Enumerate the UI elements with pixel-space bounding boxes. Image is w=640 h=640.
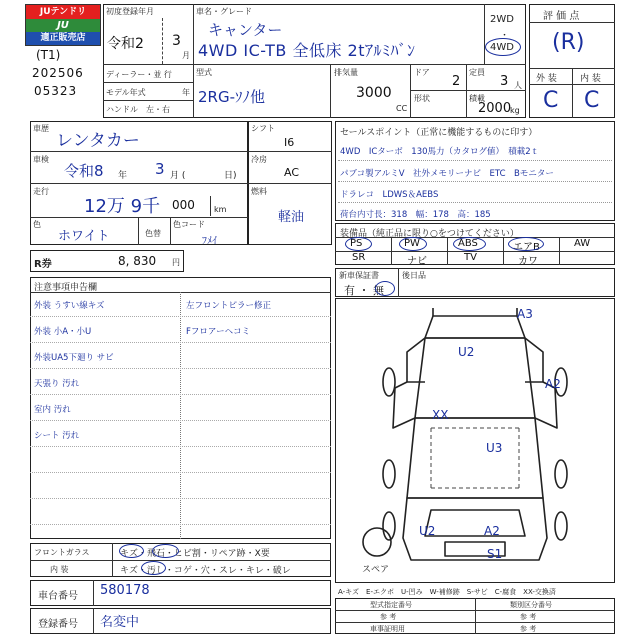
inspection-year-unit: 年 (118, 171, 128, 181)
logo-ju: JU (26, 19, 100, 32)
history-label: 車歴 (33, 124, 49, 133)
equip-tv: TV (464, 252, 477, 263)
note-left: 室内 汚れ (34, 405, 71, 415)
model-year-label: モデル年式 (106, 88, 146, 97)
car-name: キャンター (208, 21, 283, 39)
reg-no: 名変中 (100, 615, 140, 630)
car-grade: 4WD IC-TB 全低床 2tｱﾙﾐﾊﾞﾝ (198, 41, 416, 60)
capacity-label: 定員 (469, 68, 485, 77)
mark-u2-cab: U2 (419, 524, 436, 538)
sales-point-line: パブコ製アルミV 社外メモリーナビ ETC Bモニター (340, 169, 554, 179)
interior-cond-label: 内 装 (50, 565, 69, 574)
chassis-label: 車台番号 (38, 591, 78, 602)
legend: A-キズ E-エクボ U-凹み W-補修跡 S-サビ C-腐食 XX-交換済 (338, 588, 556, 596)
load-label: 積載 (469, 94, 485, 103)
car-name-label: 車名・グレード (196, 7, 252, 16)
spare-label: スペア (362, 565, 390, 575)
note-left: 外装 うすい線キズ (34, 301, 105, 311)
mark-xx: XX (432, 408, 449, 422)
capacity-unit: 人 (514, 81, 522, 90)
mileage: 12万 9千 (84, 196, 161, 217)
load-unit: kg (510, 106, 520, 115)
form-label: 型式指定番号 (370, 601, 412, 609)
inspection-day-unit: 日) (224, 171, 237, 181)
equip-navi: ナビ (407, 256, 427, 267)
first-reg-era: 令和2 (107, 36, 144, 52)
circle-abs (453, 237, 486, 251)
year-unit: 年 (182, 88, 190, 97)
note-left: 天張り 汚れ (34, 379, 80, 389)
car-type: 2RG-ｿﾉ他 (198, 88, 266, 106)
dealer-label: ディーラー・並 行 (106, 70, 172, 79)
circle-ps (345, 237, 372, 251)
ref-2: 車事証明用 (370, 625, 405, 633)
exterior-label: 外 装 (536, 74, 557, 84)
doors-label: ドア (414, 68, 430, 77)
grade-score: (R) (552, 30, 585, 55)
chassis-number: 580178 (100, 583, 150, 598)
car-history: レンタカー (56, 131, 140, 151)
mileage-label: 走行 (33, 187, 49, 196)
circle-pw (399, 237, 427, 251)
note-left: 外装UA5下廻り サビ (34, 353, 114, 363)
doors: 2 (452, 74, 461, 89)
exterior-grade: C (543, 88, 559, 113)
mark-a3: A3 (517, 307, 533, 321)
circle-scratch (119, 544, 144, 558)
recycle-box (30, 250, 184, 272)
note-right: Fフロアーヘコミ (186, 327, 251, 337)
interior-grade: C (584, 88, 600, 113)
truck-diagram (335, 298, 615, 583)
inspection-label: 車検 (33, 155, 49, 164)
recycle-value: 8, 830 (118, 254, 157, 268)
drive-4wd-circle (485, 38, 521, 56)
note-left: シート 汚れ (34, 431, 80, 441)
note-right: 左フロントピラー修正 (186, 301, 272, 311)
circle-none (375, 281, 395, 296)
displacement-label: 排気量 (334, 68, 358, 77)
cat-label: 類別区分番号 (510, 601, 552, 609)
equip-ps: PS (350, 238, 363, 249)
shift: I6 (284, 136, 295, 149)
equip-sr: SR (352, 252, 366, 263)
mark-u3: U3 (486, 441, 503, 455)
displacement: 3000 (356, 85, 392, 101)
equip-pw: PW (404, 238, 420, 249)
color-label: 色 (33, 220, 41, 229)
circle-dirt (141, 561, 166, 575)
logo-sub: 適正販売店 (26, 32, 100, 45)
color-code-label: 色コード (173, 220, 205, 229)
grade-label: 評 価 点 (543, 11, 580, 22)
capacity: 3 (500, 74, 509, 89)
logo-top: JUテンドリ (26, 5, 100, 19)
front-glass-label: フロントガラス (34, 548, 90, 557)
ref-4: 参 考 (520, 625, 537, 633)
shift-label: シフト (251, 124, 275, 133)
recycle-unit: 円 (172, 258, 180, 267)
sales-point-line: ドラレコ LDWS＆AEBS (340, 190, 439, 200)
interior-cond-value: キズ・汚し・コゲ・穴・スレ・キレ・破レ (120, 566, 291, 576)
color-change-label: 色替 (145, 229, 161, 238)
inspection-month-unit: 月 ( (170, 171, 186, 181)
drive-4wd: 4WD (490, 42, 514, 53)
ac: AC (284, 166, 300, 179)
color-code: ﾌﾒｲ (202, 236, 217, 247)
ac-label: 冷房 (251, 155, 267, 164)
auction-date: 202506 (32, 66, 84, 80)
sales-points-title: セールスポイント（正常に機能するものに印す） (340, 128, 538, 138)
mark-s1: S1 (487, 547, 503, 561)
ref-1: 参 考 (380, 613, 397, 621)
note-left: 外装 小A・小U (34, 327, 92, 337)
mileage-small: 000 (172, 198, 195, 212)
lot-number: 05323 (34, 84, 78, 98)
fuel: 軽油 (278, 210, 305, 225)
cc-unit: CC (396, 104, 408, 113)
inspection-month: 3 (155, 160, 165, 178)
mark-a2-cab: A2 (484, 524, 500, 538)
warranty-label: 新車保証書 (339, 271, 379, 280)
interior-label: 内 装 (580, 74, 601, 84)
mark-a2-side: A2 (545, 377, 561, 391)
ref-3: 参 考 (520, 613, 537, 621)
followup-label: 後日品 (402, 271, 426, 280)
circle-airbag (508, 237, 544, 251)
mark-u2-top: U2 (458, 345, 475, 359)
shape-label: 形状 (414, 94, 430, 103)
reg-no-label: 登録番号 (38, 619, 78, 630)
warranty-value: 有 ・ 無 (344, 284, 384, 297)
equip-airbag: エアB (513, 242, 540, 253)
equip-leather: カワ (518, 256, 538, 267)
drive-dot: ・ (500, 31, 510, 41)
recycle-label: R券 (34, 259, 52, 270)
drive-2wd: 2WD (490, 14, 514, 25)
first-reg-label: 初度登録年月 (106, 7, 154, 16)
sales-point-line: 4WD ICターボ 130馬力（カタログ値） 積載2ｔ (340, 147, 540, 157)
front-glass-value: キズ・飛石・ヒビ割・リペア跡・X要 (120, 549, 270, 559)
fuel-label: 燃料 (251, 187, 267, 196)
handle-label: ハンドル 左・右 (106, 105, 170, 114)
notes-title: 注意事項申告欄 (34, 283, 98, 293)
load: 2000 (478, 101, 512, 116)
circle-chip (152, 544, 179, 558)
first-reg-month: 3 (172, 33, 181, 49)
type-label: 型式 (196, 68, 212, 77)
inspection-era: 令和8 (64, 162, 104, 180)
equip-abs: ABS (458, 238, 478, 249)
logo-box (25, 4, 101, 46)
header-tag: (T1) (36, 48, 61, 62)
equipment-title: 装備品（純正品に限り○をつけてください） (340, 229, 519, 239)
km-unit: km (214, 205, 227, 214)
sales-point-line: 荷台内寸長：318 幅：178 高：185 (340, 210, 491, 220)
color: ホワイト (58, 229, 110, 244)
month-unit: 月 (182, 51, 190, 60)
equip-aw: AW (574, 238, 591, 249)
